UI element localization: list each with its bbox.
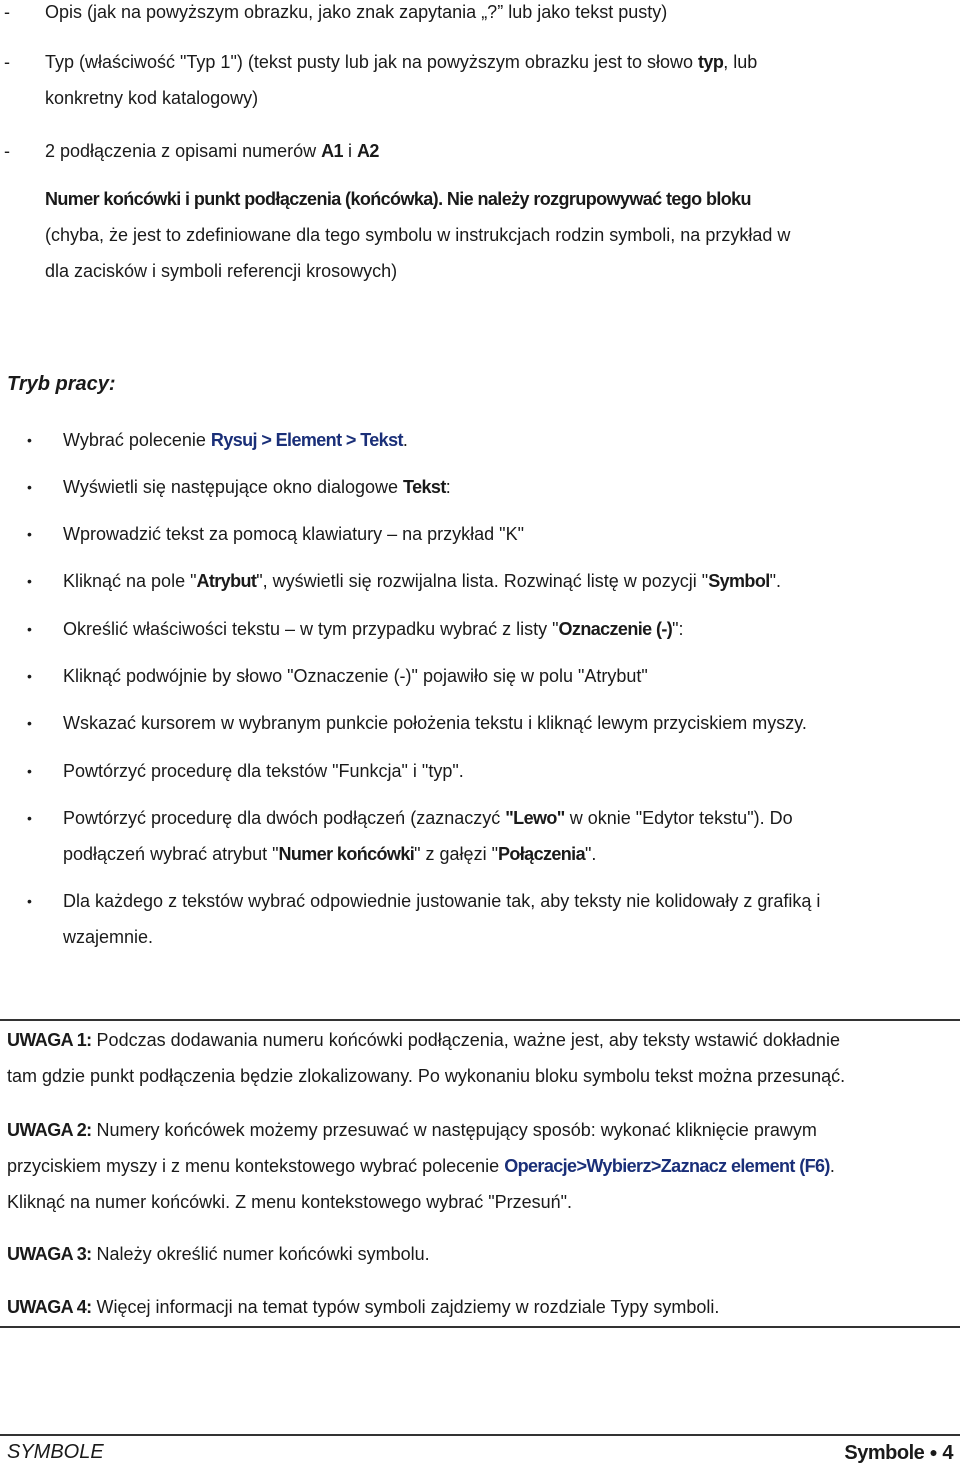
bullet-icon: • [27, 893, 32, 909]
note-2: UWAGA 2: Numery końcówek możemy przesuwać w następujący sposób: wykonać kliknięcie prawym [7, 1120, 817, 1140]
footer-left: SYMBOLE [7, 1441, 104, 1463]
note-3: UWAGA 3: Należy określić numer końcówki symbolu. [7, 1244, 430, 1264]
footer-right [844, 1438, 953, 1467]
list-item-continuation: podłączeń wybrać atrybut "Numer końcówki" z gałęzi "Połączenia". [63, 844, 597, 864]
page-number: 4 [942, 1442, 953, 1464]
note-label: UWAGA 3: [7, 1244, 92, 1264]
list-item: • Powtórzyć procedurę dla tekstów "Funkcja" i "typ". [0, 753, 960, 789]
list-item: • Powtórzyć procedurę dla dwóch podłączeń (zaznaczyć "Lewo" w oknie "Edytor tekstu"). Do [0, 800, 960, 836]
note-1: UWAGA 1: Podczas dodawania numeru końcówki podłączenia, ważne jest, aby teksty wstawić dokładnie [7, 1030, 840, 1050]
note-1-continuation: tam gdzie punkt podłączenia będzie zlokalizowany. Po wykonaniu bloku symbolu tekst można przesunąć. [7, 1066, 846, 1086]
intro-line-6: (chyba, że jest to zdefiniowane dla tego symbolu w instrukcjach rodzin symboli, na przykład w [45, 225, 791, 245]
type-keyword: typ [698, 52, 724, 72]
list-item: • Wyświetli się następujące okno dialogowe Tekst: [0, 469, 960, 505]
bullet-icon: • [27, 763, 32, 779]
note-label: UWAGA 2: [7, 1120, 92, 1140]
intro-line-7: dla zacisków i symboli referencji krosowych) [45, 261, 398, 281]
list-item: • Wybrać polecenie Rysuj > Element > Tekst. [0, 422, 960, 458]
intro-line-5: Numer końcówki i punkt podłączenia (końcówka). Nie należy rozgrupowywać tego bloku [45, 189, 751, 209]
bullet-icon: • [27, 715, 32, 731]
dot-icon: ● [929, 1444, 938, 1460]
footer-section: Symbole [844, 1442, 925, 1464]
list-item: • Dla każdego z tekstów wybrać odpowiednie justowanie tak, aby teksty nie kolidowały z grafiką i [0, 883, 960, 919]
intro-line-3: konkretny kod katalogowy) [45, 88, 259, 108]
intro-line-2: Typ (właściwość "Typ 1") (tekst pusty lub jak na powyższym obrazku jest to słowo typ, lub [45, 52, 758, 72]
list-item: • Kliknąć na pole "Atrybut", wyświetli się rozwijalna lista. Rozwinąć listę w pozycji "Symbol". [0, 563, 960, 599]
menu-command-text: Rysuj > Element > Tekst [210, 430, 403, 450]
intro-line-4: 2 podłączenia z opisami numerów A1 i A2 [45, 141, 379, 161]
list-item-continuation: wzajemnie. [63, 927, 154, 947]
notes-top-rule [0, 1019, 960, 1021]
dash-marker: - [4, 2, 10, 22]
note-2-continuation: Kliknąć na numer końcówki. Z menu kontekstowego wybrać "Przesuń". [7, 1192, 573, 1212]
a2-label: A2 [356, 141, 379, 161]
footer-rule [0, 1434, 960, 1436]
notes-bottom-rule [0, 1326, 960, 1328]
list-item: • Określić właściwości tekstu – w tym przypadku wybrać z listy "Oznaczenie (-)": [0, 611, 960, 647]
bullet-icon: • [27, 432, 32, 448]
list-item: • Kliknąć podwójnie by słowo "Oznaczenie (-)" pojawiło się w polu "Atrybut" [0, 658, 960, 694]
menu-command-text: Operacje>Wybierz>Zaznacz element (F6) [504, 1156, 830, 1176]
dash-marker: - [4, 52, 10, 72]
note-4: UWAGA 4: Więcej informacji na temat typów symboli zajdziemy w rozdziale Typy symboli. [7, 1297, 720, 1317]
bullet-icon: • [27, 810, 32, 826]
bullet-icon: • [27, 573, 32, 589]
list-item: • Wskazać kursorem w wybranym punkcie położenia tekstu i kliknąć lewym przyciskiem myszy. [0, 705, 960, 741]
bullet-icon: • [27, 668, 32, 684]
section-heading: Tryb pracy: [7, 373, 116, 395]
note-2-continuation: przyciskiem myszy i z menu kontekstowego wybrać polecenie Operacje>Wybierz>Zaznacz element (F6). [7, 1156, 835, 1176]
bullet-icon: • [27, 526, 32, 542]
list-item: • Wprowadzić tekst za pomocą klawiatury – na przykład "K" [0, 516, 960, 552]
bullet-icon: • [27, 621, 32, 637]
dash-marker: - [4, 141, 10, 161]
note-label: UWAGA 4: [7, 1297, 92, 1317]
note-label: UWAGA 1: [7, 1030, 92, 1050]
intro-line-1: Opis (jak na powyższym obrazku, jako znak zapytania „?” lub jako tekst pusty) [45, 2, 668, 22]
a1-label: A1 [321, 141, 343, 161]
bullet-icon: • [27, 479, 32, 495]
